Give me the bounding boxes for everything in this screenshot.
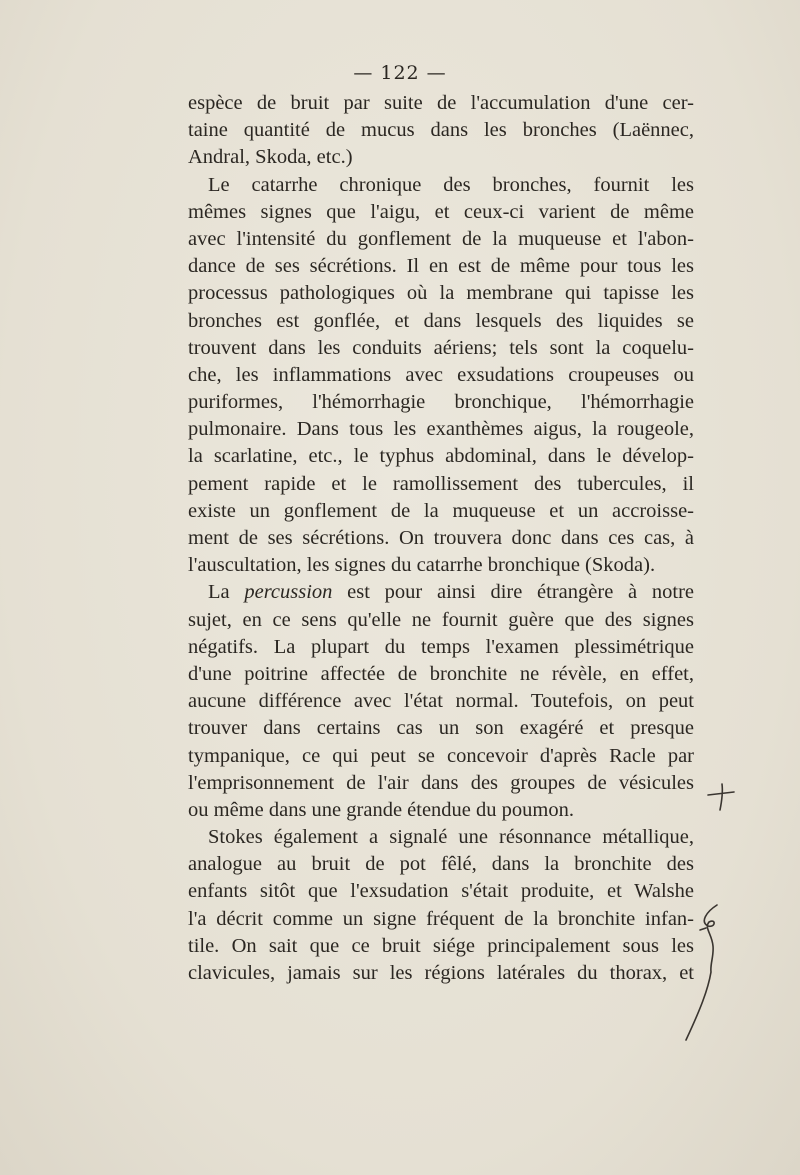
- text-line: Stokes également a signalé une résonnance métallique,: [208, 826, 694, 849]
- page-number: — 122 —: [353, 62, 447, 84]
- text-line: che, les inflammations avec exsudations croupeuses ou: [188, 363, 694, 386]
- text-line: bronches est gonflée, et dans lesquels des liquides se: [188, 309, 694, 332]
- text-line: tympanique, ce qui peut se concevoir d'après Racle par: [188, 744, 694, 767]
- text-fragment: est pour ainsi dire étrangère à notre: [332, 581, 694, 604]
- text-line: existe un gonflement de la muqueuse et un accroisse-: [188, 499, 694, 522]
- text-line: tile. On sait que ce bruit siége principalement sous les: [188, 934, 694, 957]
- text-line: négatifs. La plupart du temps l'examen plessimétrique: [188, 635, 694, 658]
- text-line: [188, 579, 694, 606]
- text-line: la scarlatine, etc., le typhus abdominal, dans le dévelop-: [188, 445, 694, 468]
- text-line: puriformes, l'hémorrhagie bronchique, l'hémorrhagie: [188, 391, 694, 414]
- text-line: pement rapide et le ramollissement des tubercules, il: [188, 472, 694, 495]
- text-line: Le catarrhe chronique des bronches, fournit les: [208, 173, 694, 196]
- text-line: aucune différence avec l'état normal. Toutefois, on peut: [188, 690, 694, 713]
- pencil-cross-mark: [708, 784, 734, 810]
- text-line: l'emprisonnement de l'air dans des groupes de vésicules: [188, 771, 694, 794]
- text-line: taine quantité de mucus dans les bronches (Laënnec,: [188, 119, 694, 142]
- text-line: ment de ses sécrétions. On trouvera donc dans ces cas, à: [188, 527, 694, 549]
- italic-term: percussion: [244, 581, 333, 604]
- text-line: clavicules, jamais sur les régions latérales du thorax, et: [188, 962, 694, 984]
- text-line: sujet, en ce sens qu'elle ne fournit guère que des signes: [188, 608, 694, 631]
- text-line: mêmes signes que l'aigu, et ceux-ci varient de même: [188, 200, 694, 223]
- text-line: espèce de bruit par suite de l'accumulation d'une cer-: [188, 92, 694, 114]
- text-fragment: La: [208, 581, 245, 604]
- text-line: pulmonaire. Dans tous les exanthèmes aigus, la rougeole,: [188, 418, 694, 441]
- text-line: trouvent dans les conduits aériens; tels sont la coquelu-: [188, 336, 694, 359]
- text-line: l'auscultation, les signes du catarrhe bronchique (Skoda).: [188, 554, 656, 577]
- text-line: avec l'intensité du gonflement de la muqueuse et l'abon-: [188, 227, 694, 250]
- text-line: ou même dans une grande étendue du poumon.: [188, 798, 574, 821]
- text-line: Andral, Skoda, etc.): [188, 146, 353, 169]
- text-line: l'a décrit comme un signe fréquent de la bronchite infan-: [188, 907, 694, 930]
- text-line: trouver dans certains cas un son exagéré et presque: [188, 717, 694, 740]
- text-line: processus pathologiques où la membrane qui tapisse les: [188, 282, 694, 305]
- body-text: [188, 90, 694, 987]
- text-line: enfants sitôt que l'exsudation s'était produite, et Walshe: [188, 880, 694, 903]
- text-line: analogue au bruit de pot fêlé, dans la bronchite des: [188, 853, 694, 876]
- text-line: dance de ses sécrétions. Il en est de même pour tous les: [188, 255, 694, 278]
- text-line: d'une poitrine affectée de bronchite ne révèle, en effet,: [188, 662, 694, 685]
